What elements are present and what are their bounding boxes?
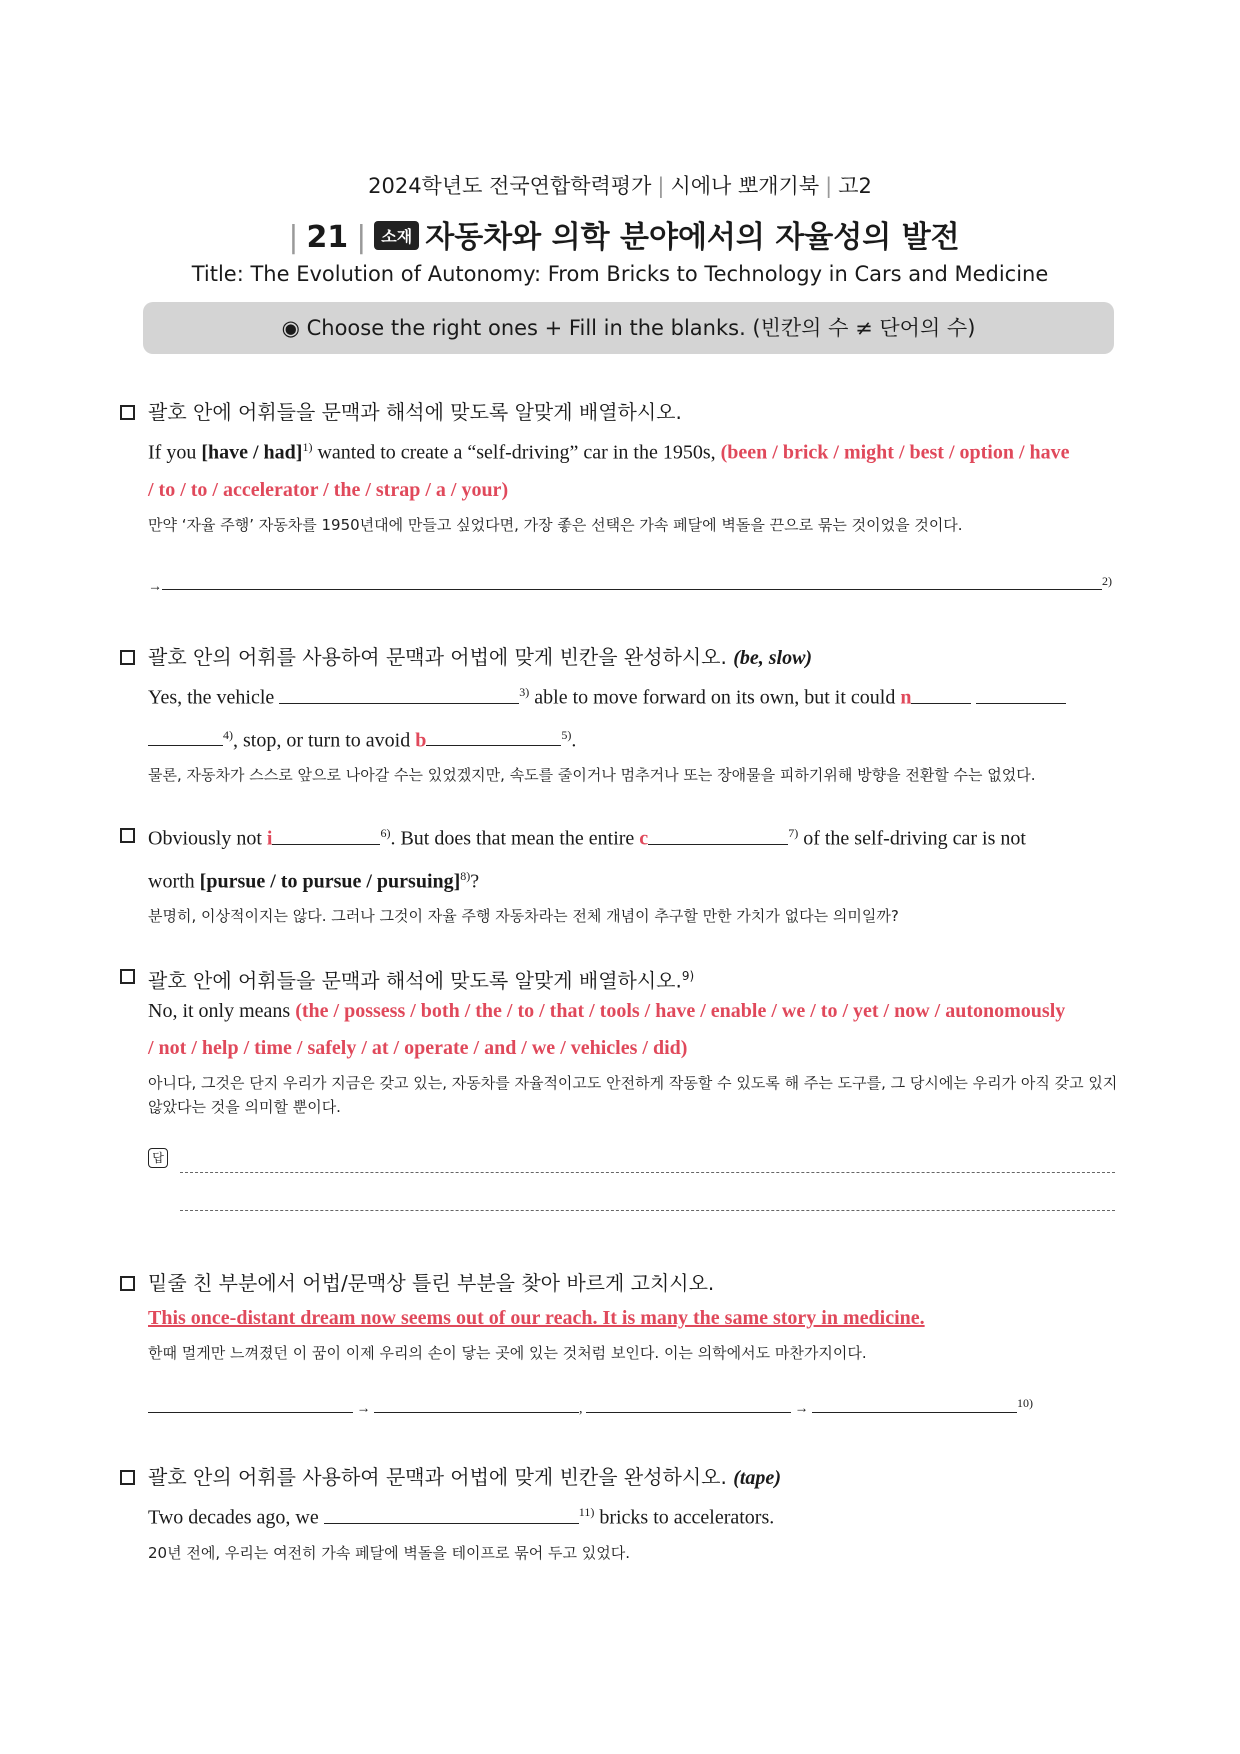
series-name: 시에나 뽀개기북	[670, 174, 820, 198]
blank-7[interactable]	[648, 824, 788, 845]
blank-4b[interactable]	[976, 683, 1066, 704]
checkbox-icon	[120, 1470, 135, 1485]
underlined-sentence: This once-distant dream now seems out of our reach. It is many the same story in medicine.	[148, 1307, 925, 1329]
word-bank: (the / possess / both / the / to / that / tools / have / enable / we / to / yet / now / autonomously	[295, 1000, 1066, 1022]
checkbox-icon	[120, 969, 135, 984]
hint: (tape)	[733, 1467, 781, 1489]
korean-translation: 분명히, 이상적이지는 않다. 그러나 그것이 자율 주행 자동차라는 전체 개념이 추구할 만한 가치가 없다는 의미일까?	[148, 907, 899, 926]
english-passage: Obviously not i $^{6)}$. But does that mean the entire c $^{7)}$ of the self-driving car is not worth [pursue / to pursue / pursuing]$^{8)}$?	[118, 815, 1118, 900]
blank-6[interactable]	[272, 824, 380, 845]
question-4	[118, 961, 1118, 1119]
korean-translation: 만약 ‘자율 주행’ 자동차를 1950년대에 만들고 싶었다면, 가장 좋은 선택은 가속 페달에 벽돌을 끈으로 묶는 것이었을 것이다.	[148, 515, 963, 534]
word-bank-cont: / to / to / accelerator / the / strap / a / your)	[148, 478, 509, 501]
checkbox-icon	[120, 1276, 135, 1291]
question-3	[118, 815, 1118, 928]
question-prompt: 괄호 안의 어휘를 사용하여 문맥과 어법에 맞게 빈칸을 완성하시오. (be, slow)	[118, 642, 1118, 672]
blank-5[interactable]	[426, 725, 561, 746]
question-2	[118, 642, 1118, 787]
topic-badge: 소재	[374, 221, 419, 250]
hint: (be, slow)	[733, 647, 813, 669]
korean-translation: 아니다, 그것은 단지 우리가 지금은 갖고 있는, 자동차를 자율적이고도 안전하게 작동할 수 있도록 해 주는 도구를, 그 당시에는 우리가 아직 갖고 있지 않았다는 것을 의미할 뿐이다.	[148, 1074, 1118, 1116]
word-bank: (been / brick / might / best / option / have	[720, 441, 1070, 464]
bullet-icon: ◉	[281, 316, 300, 340]
english-passage: No, it only means (the / possess / both / the / to / that / tools / have / enable / we / to / yet / now / autonomously / not / help / time / safely / at / operate / and / we / vehicles / did)	[148, 1000, 1066, 1059]
choice-bracket: [have / had]	[201, 441, 303, 464]
choice-bracket: [pursue / to pursue / pursuing]	[199, 870, 461, 893]
korean-translation: 한때 멀게만 느껴졌던 이 꿈이 이제 우리의 손이 닿는 곳에 있는 것처럼 보인다. 이는 의학에서도 마찬가지이다.	[148, 1344, 867, 1362]
blank-3[interactable]	[279, 683, 519, 704]
fix-2-blank[interactable]	[812, 1392, 1017, 1413]
korean-translation: 물론, 자동차가 스스로 앞으로 나아갈 수는 있었겠지만, 속도를 줄이거나 멈추거나 또는 장애물을 피하기위해 방향을 전환할 수는 없었다.	[148, 766, 1036, 785]
answer-icon: 답	[148, 1148, 168, 1168]
question-prompt: 밑줄 친 부분에서 어법/문맥상 틀린 부분을 찾아 바르게 고치시오.	[118, 1268, 1118, 1298]
english-title: Title: The Evolution of Autonomy: From Bricks to Technology in Cars and Medicine	[191, 262, 1049, 286]
korean-translation: 20년 전에, 우리는 여전히 가속 페달에 벽돌을 테이프로 묶어 두고 있었다.	[148, 1543, 631, 1562]
answer-line-1[interactable]	[180, 1172, 1115, 1173]
header-meta: 2024학년도 전국연합학력평가 | 시에나 뽀개기북 | 고2	[368, 174, 872, 198]
instruction-text: Choose the right ones + Fill in the blanks. (빈칸의 수 ≠ 단어의 수)	[306, 316, 976, 340]
grade: 고2	[838, 174, 872, 198]
question-5	[118, 1268, 1118, 1428]
checkbox-icon	[120, 828, 135, 843]
question-1	[118, 397, 1118, 605]
wrong-1-blank[interactable]	[148, 1392, 353, 1413]
fix-1-blank[interactable]	[374, 1392, 579, 1413]
english-passage: Two decades ago, we $^{11)}$ bricks to accelerators.	[118, 1494, 1118, 1537]
question-6	[118, 1462, 1118, 1565]
instruction-bar	[143, 302, 1114, 354]
question-prompt: 괄호 안에 어휘들을 문맥과 해석에 맞도록 알맞게 배열하시오.	[118, 397, 1118, 427]
blank-11[interactable]	[324, 1503, 579, 1524]
english-passage: Yes, the vehicle $^{3)}$ able to move forward on its own, but it could n $^{4)}$, stop, or turn to avoid b $^{5)}$.	[118, 674, 1118, 759]
correction-line: → , → $^{10)}$	[118, 1385, 1118, 1428]
question-prompt: 괄호 안에 어휘들을 문맥과 해석에 맞도록 알맞게 배열하시오.$^{9)}$	[118, 961, 1118, 991]
topic-title: 자동차와 의학 분야에서의 자율성의 발전	[425, 220, 960, 255]
answer-blank[interactable]	[162, 569, 1102, 590]
exam-name: 2024학년도 전국연합학력평가	[368, 174, 652, 198]
wrong-2-blank[interactable]	[586, 1392, 791, 1413]
checkbox-icon	[120, 650, 135, 665]
english-passage: If you [have / had]$^{1)}$ wanted to create a “self-driving” car in the 1950s, (been / brick / might / best / option / have / to / to / accelerator / the / strap / a / your)	[148, 440, 1070, 501]
word-bank-cont: / not / help / time / safely / at / operate / and / we / vehicles / did)	[148, 1037, 688, 1059]
answer-line-2[interactable]	[180, 1210, 1115, 1211]
blank-4c[interactable]	[148, 725, 223, 746]
answer-line: → $^{2)}$	[118, 563, 1118, 606]
blank-4a[interactable]	[911, 683, 971, 704]
header-topic: | 21 | 소재 자동차와 의학 분야에서의 자율성의 발전	[288, 220, 960, 255]
checkbox-icon	[120, 405, 135, 420]
question-number: 21	[306, 220, 349, 255]
question-prompt: 괄호 안의 어휘를 사용하여 문맥과 어법에 맞게 빈칸을 완성하시오. (tape)	[118, 1462, 1118, 1492]
english-passage	[118, 1300, 1118, 1337]
